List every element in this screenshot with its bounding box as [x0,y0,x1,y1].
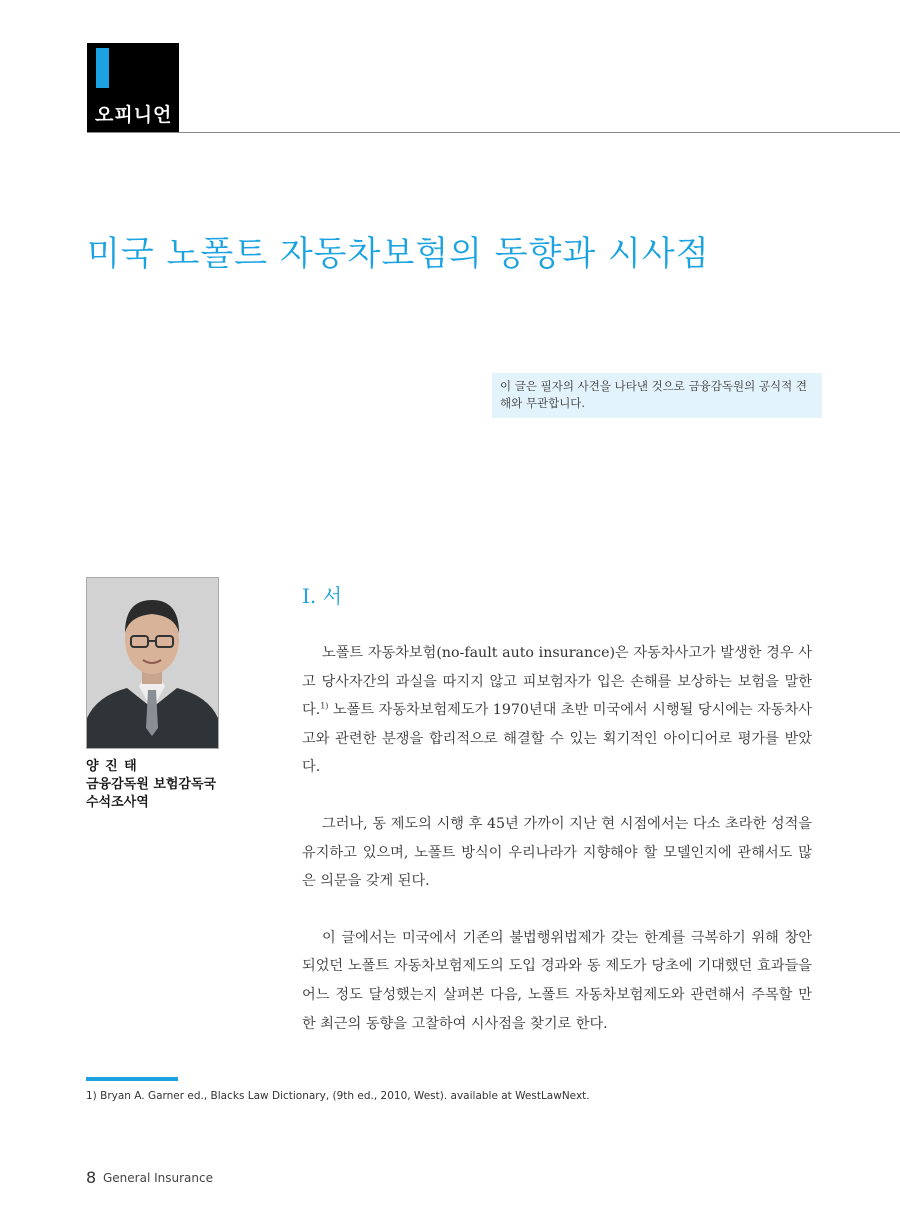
header-rule [87,132,900,133]
author-organization: 금융감독원 보험감독국 [86,777,217,792]
author-info [86,758,216,812]
journal-name: General Insurance [103,1171,213,1185]
disclaimer-box: 이 글은 필자의 사견을 나타낸 것으로 금융감독원의 공식적 견해와 무관합니다. [492,373,822,418]
footnote: 1) Bryan A. Garner ed., Blacks Law Dictionary, (9th ed., 2010, West). available at WestLawNext. [86,1090,590,1102]
footnote-marker: 1) [320,701,329,711]
paragraph-1-text: 노폴트 자동차보험(no-fault auto insurance)은 자동차사고가 발생한 경우 사고 당사자간의 과실을 따지지 않고 피보험자가 입은 손해를 보상하는 보험을 말한다. [302,645,812,719]
paragraph-3: 이 글에서는 미국에서 기존의 불법행위법제가 갖는 한계를 극복하기 위해 창안되었던 노폴트 자동차보험제도의 도입 경과와 동 제도가 당초에 기대했던 효과들을 어느 정도 달성했는지 살펴본 다음, 노폴트 자동차보험제도와 관련해서 주목할 만한 최근의 동향을 고찰하여 시사점을 찾기로 한다. [302,929,812,1032]
author-photo [86,577,219,749]
section-tab [87,43,179,133]
article-title: 미국 노폴트 자동차보험의 동향과 시사점 [87,234,710,274]
section-label: 오피니언 [95,104,173,126]
paragraph-1 [302,639,812,782]
section-tab-accent [96,48,109,88]
paragraph-1-text-after: 노폴트 자동차보험제도가 1970년대 초반 미국에서 시행될 당시에는 자동차사고와 관련한 분쟁을 합리적으로 해결할 수 있는 획기적인 아이디어로 평가를 받았다. [302,702,812,776]
author-position: 수석조사역 [86,795,149,810]
article-body [302,639,812,1066]
page-number: 8 [86,1168,97,1187]
author-portrait-image [87,578,218,748]
footnote-rule [86,1077,178,1081]
paragraph-2: 그러나, 동 제도의 시행 후 45년 가까이 지난 현 시점에서는 다소 초라한 성적을 유지하고 있으며, 노폴트 방식이 우리나라가 지향해야 할 모델인지에 관해서도 많은 의문을 갖게 된다. [302,815,812,890]
author-name: 양 진 태 [86,759,138,774]
section-heading: Ⅰ. 서 [302,584,342,608]
